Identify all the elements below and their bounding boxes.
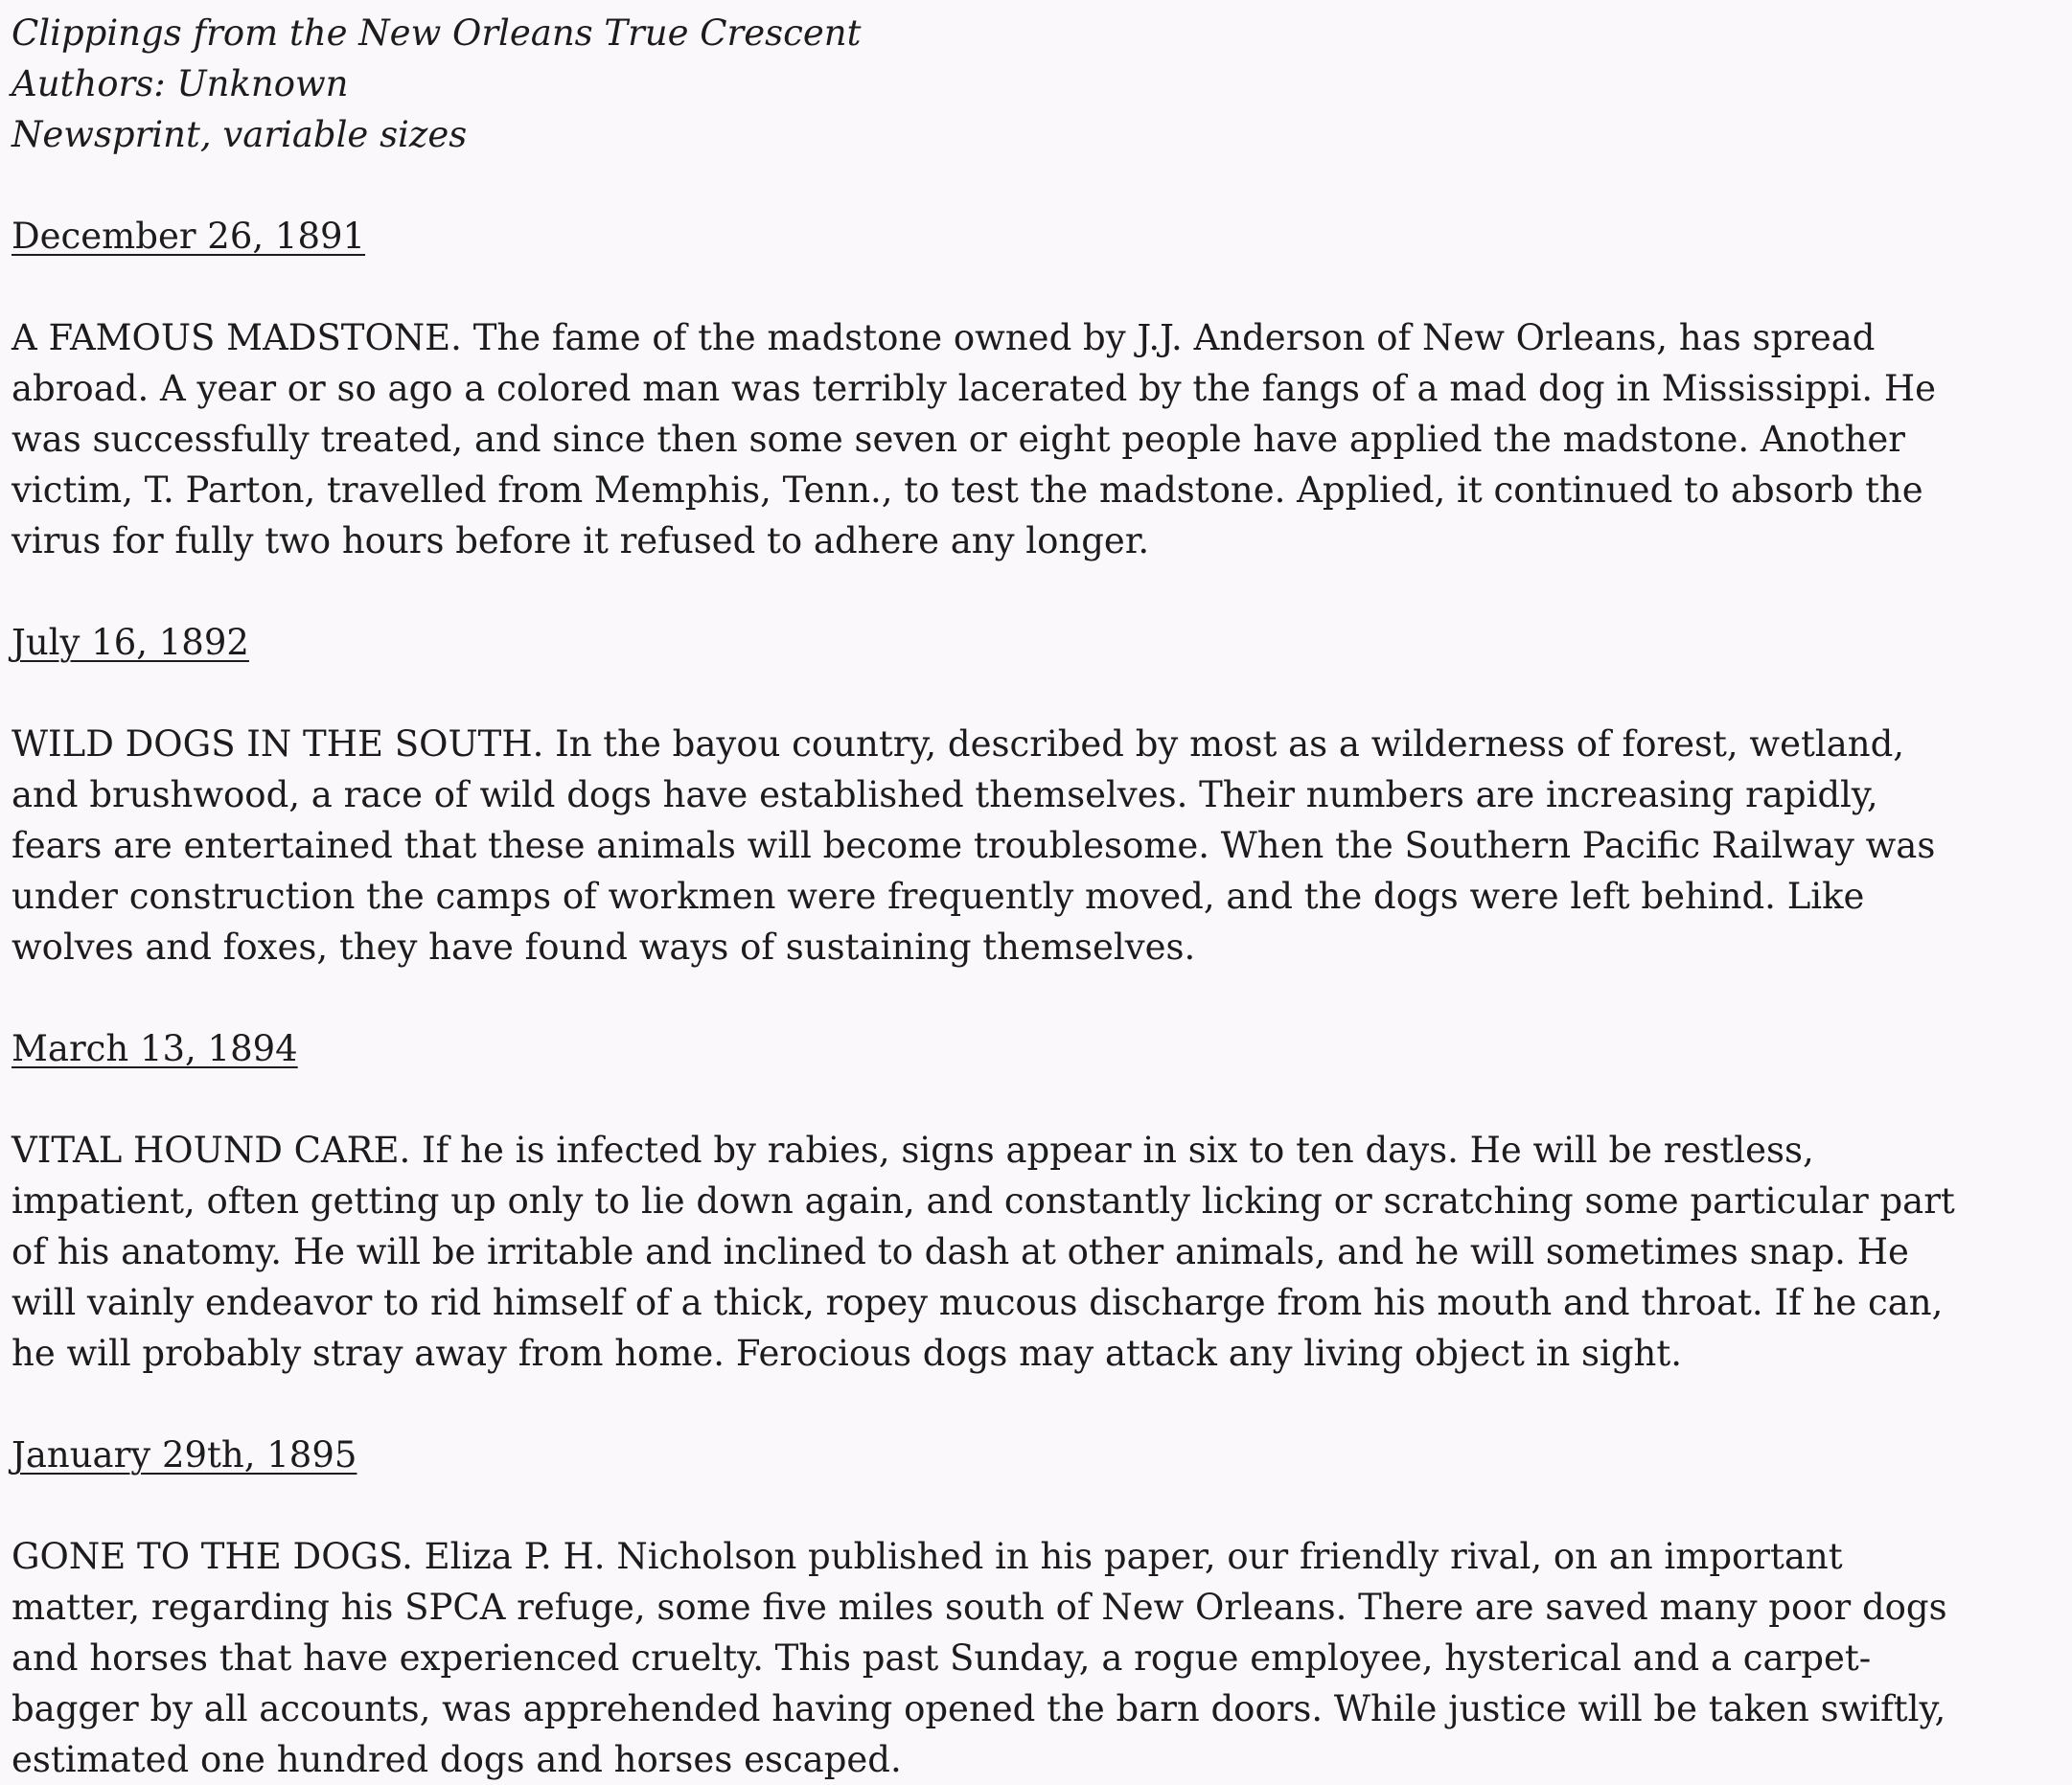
clipping-entry <box>12 160 2060 566</box>
entry-text: VITAL HOUND CARE. If he is infected by rabies, signs appear in six to ten days. He will be restless, impatient, often getting up only to lie down again, and constantly licking or scratching some particular part of his anatomy. He will be irritable and inclined to dash at other animals, and he will sometimes snap. He will vainly endeavor to rid himself of a thick, ropey mucous discharge from his mouth and throat. If he can, he will probably stray away from home. Ferocious dogs may attack any living object in sight. <box>12 1130 1955 1374</box>
entry-date: January 29th, 1895 <box>12 1434 357 1476</box>
entry-text: WILD DOGS IN THE SOUTH. In the bayou country, described by most as a wilderness of forest, wetland, and brushwood, a race of wild dogs have established themselves. Their numbers are increasing rapidly, fears are entertained that these animals will become troublesome. When the Southern Pacific Railway was under construction the camps of workmen were frequently moved, and the dogs were left behind. Like wolves and foxes, they have found ways of sustaining themselves. <box>12 723 1936 968</box>
entry-date: December 26, 1891 <box>12 216 366 257</box>
document-medium: Newsprint, variable sizes <box>12 114 468 155</box>
entry-date: July 16, 1892 <box>12 622 249 663</box>
document-header <box>12 8 2060 160</box>
entry-text: GONE TO THE DOGS. Eliza P. H. Nicholson published in his paper, our friendly rival, on an important matter, regarding his SPCA refuge, some five miles south of New Orleans. There are saved many poor dogs and horses that have experienced cruelty. This past Sunday, a rogue employee, hysterical and a carpet-bagger by all accounts, was apprehended having opened the barn doors. While justice will be taken swiftly, estimated one hundred dogs and horses escaped. <box>12 1536 1947 1780</box>
entry-date: March 13, 1894 <box>12 1028 298 1069</box>
clipping-entry <box>12 566 2060 973</box>
clipping-entry <box>12 1379 2060 1785</box>
document-title: Clippings from the New Orleans True Crescent <box>12 12 862 54</box>
clipping-entry <box>12 973 2060 1379</box>
document-authors: Authors: Unknown <box>12 63 349 104</box>
entry-text: A FAMOUS MADSTONE. The fame of the madstone owned by J.J. Anderson of New Orleans, has spread abroad. A year or so ago a colored man was terribly lacerated by the fangs of a mad dog in Mississippi. He was successfully treated, and since then some seven or eight people have applied the madstone. Another victim, T. Parton, travelled from Memphis, Tenn., to test the madstone. Applied, it continued to absorb the virus for fully two hours before it refused to adhere any longer. <box>12 317 1937 561</box>
